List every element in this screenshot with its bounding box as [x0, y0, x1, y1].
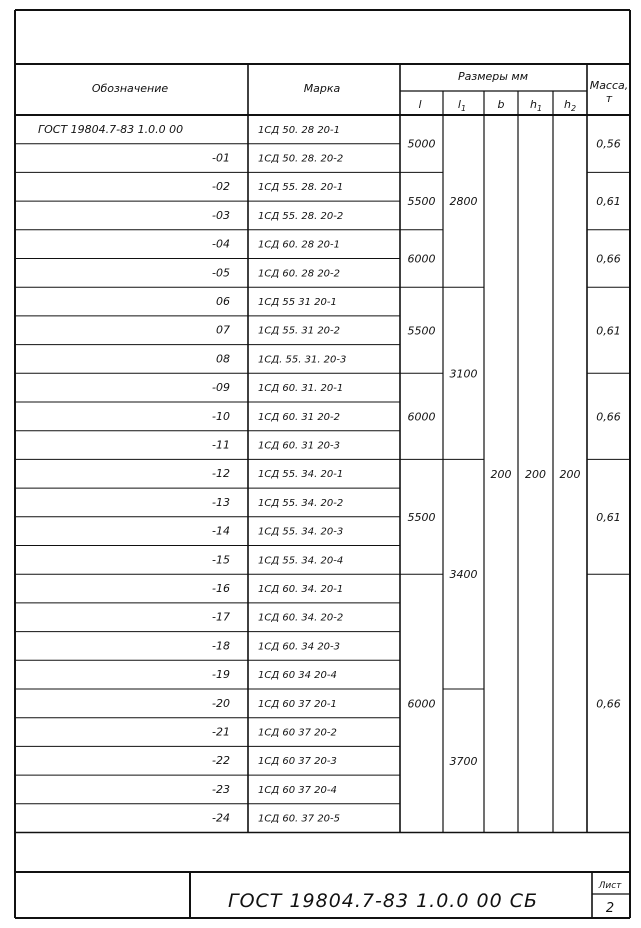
header-mass: Масса,	[589, 79, 629, 92]
row-designation: -11	[212, 438, 230, 452]
header-col-l1-main: l	[457, 98, 461, 111]
h1-value: 200	[525, 467, 546, 481]
header-col-h1-sub: 1	[536, 104, 543, 113]
row-designation: -16	[212, 581, 230, 595]
l-value: 5500	[407, 195, 436, 209]
row-mark: 1СД 60 34 20-4	[258, 670, 337, 682]
l-value: 5500	[407, 324, 436, 338]
row-designation: -23	[212, 782, 230, 796]
header-col-l: l	[418, 98, 422, 111]
row-designation: -01	[212, 151, 230, 165]
sheet-number: 2	[605, 901, 615, 916]
row-designation: -12	[212, 467, 230, 481]
row-mark: 1СД 60. 34 20-3	[258, 641, 341, 653]
row-mark: 1СД 60. 28 20-2	[258, 268, 341, 280]
header-col-h1	[530, 98, 542, 113]
row-mark: 1СД 60. 28 20-1	[258, 239, 341, 251]
row-mark: 1СД 60 37 20-3	[258, 756, 337, 768]
row-mark: 1СД 60. 34. 20-2	[258, 612, 344, 624]
row-mark: 1СД 60. 37 20-5	[258, 813, 341, 825]
row-designation: -03	[212, 208, 230, 222]
row-mark: 1СД 55. 34. 20-3	[258, 526, 344, 538]
header-col-h2-main: h	[563, 98, 571, 111]
l-value: 6000	[407, 697, 436, 711]
header-mass-unit: т	[605, 92, 613, 105]
header-col-h1-main: h	[529, 98, 537, 111]
table-lines	[15, 10, 630, 918]
row-designation: -05	[212, 266, 230, 280]
row-designation: -17	[212, 610, 230, 624]
row-mark: 1СД. 55. 31. 20-3	[258, 354, 347, 366]
sheet-label: Лист	[598, 881, 622, 891]
row-mark: 1СД 60. 31 20-3	[258, 440, 341, 452]
table-body	[38, 123, 621, 825]
mass-value: 0,66	[596, 410, 621, 424]
mass-value: 0,66	[596, 252, 621, 266]
row-mark: 1СД 60 37 20-2	[258, 727, 337, 739]
header-col-l1	[458, 98, 466, 113]
row-designation: -13	[212, 495, 230, 509]
row-mark: 1СД 50. 28. 20-2	[258, 153, 344, 165]
row-designation: -10	[212, 409, 230, 423]
row-designation: 08	[216, 352, 230, 366]
l1-value: 3100	[449, 367, 478, 381]
row-mark: 1СД 55. 34. 20-4	[258, 555, 344, 567]
l1-value: 3400	[449, 568, 478, 582]
row-designation: -22	[212, 754, 230, 768]
row-mark: 1СД 60. 31 20-2	[258, 411, 341, 423]
row-designation: -18	[212, 639, 230, 653]
row-designation: -20	[212, 696, 230, 710]
mass-value: 0,66	[596, 697, 621, 711]
row-designation: -09	[212, 381, 230, 395]
row-mark: 1СД 60. 34. 20-1	[258, 583, 344, 595]
row-designation: -21	[212, 725, 230, 739]
row-designation: -02	[212, 180, 230, 194]
row-mark: 1СД 55 31 20-1	[258, 296, 337, 308]
header-col-h2	[564, 98, 576, 113]
mass-value: 0,56	[596, 137, 621, 151]
row-mark: 1СД 55. 28. 20-2	[258, 210, 344, 222]
row-designation: -15	[212, 553, 230, 567]
row-mark: 1СД 55. 34. 20-1	[258, 469, 344, 481]
row-designation: 06	[216, 294, 230, 308]
mass-value: 0,61	[596, 324, 621, 338]
row-designation: -14	[212, 524, 230, 538]
l-value: 5500	[407, 510, 436, 524]
row-mark: 1СД 55. 28. 20-1	[258, 182, 344, 194]
h2-value: 200	[559, 467, 581, 481]
header-col-b: b	[497, 98, 505, 111]
row-mark: 1СД 55. 34. 20-2	[258, 497, 344, 509]
row-mark: 1СД 55. 31 20-2	[258, 325, 341, 337]
stamp-code: ГОСТ 19804.7-83 1.0.0 00 СБ	[228, 890, 538, 912]
l-value: 6000	[407, 410, 436, 424]
row-designation: -04	[212, 237, 230, 251]
row-designation: -19	[212, 668, 230, 682]
row-mark: 1СД 60 37 20-1	[258, 698, 337, 710]
b-value: 200	[490, 467, 512, 481]
row-designation: -24	[212, 811, 230, 825]
row-mark: 1СД 60. 31. 20-1	[258, 383, 344, 395]
row-designation: ГОСТ 19804.7-83 1.0.0 00	[38, 122, 184, 136]
l1-value: 2800	[449, 195, 478, 209]
row-mark: 1СД 60 37 20-4	[258, 784, 337, 796]
header-col-l1-sub: 1	[460, 104, 467, 113]
header-dimensions: Размеры мм	[457, 70, 529, 83]
mass-value: 0,61	[596, 195, 621, 209]
l1-value: 3700	[449, 754, 478, 768]
l-value: 6000	[407, 252, 436, 266]
header-col-h2-sub: 2	[570, 104, 577, 113]
mass-value: 0,61	[596, 510, 621, 524]
header-designation: Обозначение	[91, 82, 169, 95]
row-designation: 07	[216, 323, 230, 337]
header-mark: Марка	[303, 82, 341, 95]
l-value: 5000	[407, 137, 436, 151]
row-mark: 1СД 50. 28 20-1	[258, 124, 341, 136]
